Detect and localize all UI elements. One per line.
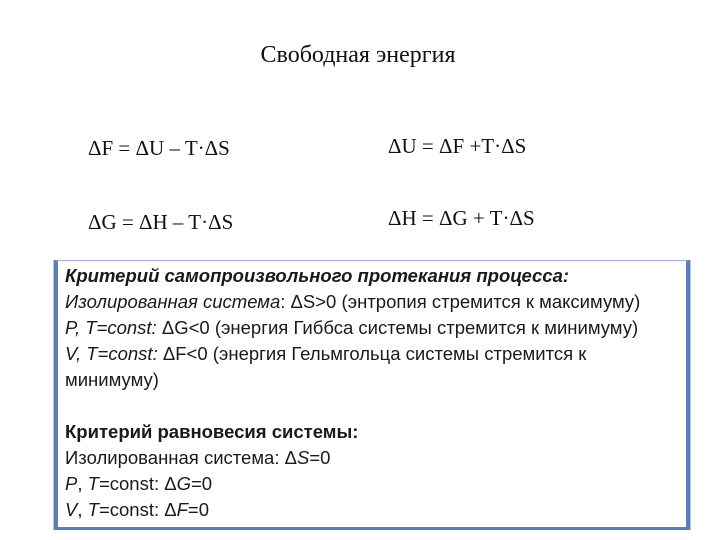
- eq-p-comma: ,: [77, 473, 88, 494]
- vt-text: ΔF<0 (энергия Гельмгольца системы стремится к минимуму): [65, 343, 587, 390]
- eq-p: P: [65, 473, 78, 494]
- pt-text: ΔG<0 (энергия Гиббса системы стремится к минимуму): [156, 317, 639, 338]
- eq-v: V: [65, 499, 78, 520]
- vt-label: V, T=const:: [65, 343, 158, 364]
- vt-criterion: [65, 341, 680, 393]
- eq-p-g: G: [176, 473, 191, 494]
- criteria-box: [54, 260, 690, 530]
- eq-isolated-text: Изолированная система: Δ: [65, 447, 297, 468]
- pt-label: P, T=const:: [65, 317, 157, 338]
- isolated-criterion: [65, 289, 680, 315]
- eq-pt: [65, 471, 680, 497]
- spacer: [65, 393, 680, 419]
- enthalpy-formula: ΔH = ΔG + T·ΔS: [388, 206, 535, 230]
- isolated-text: : ΔS>0 (энтропия стремится к максимуму): [280, 291, 641, 312]
- eq-isolated: [65, 445, 680, 471]
- eq-v-mid: =const: Δ: [98, 499, 177, 520]
- eq-isolated-tail: =0: [309, 447, 331, 468]
- spontaneity-heading: Критерий самопроизвольного протекания процесса:: [65, 265, 570, 286]
- eq-v-t: T: [87, 499, 99, 520]
- eq-v-comma: ,: [77, 499, 88, 520]
- eq-p-tail: =0: [191, 473, 213, 494]
- pt-criterion: [65, 315, 680, 341]
- eq-v-tail: =0: [187, 499, 210, 520]
- eq-p-t: T: [87, 473, 99, 494]
- eq-vt: [65, 497, 680, 523]
- isolated-label: Изолированная система: [65, 291, 281, 312]
- eq-v-f: F: [176, 499, 188, 520]
- page-title: Свободная энергия: [260, 42, 456, 68]
- internal-energy-formula: ΔU = ΔF +T·ΔS: [388, 134, 527, 158]
- helmholtz-energy-formula: ΔF = ΔU – T·ΔS: [88, 136, 230, 160]
- eq-p-mid: =const: Δ: [98, 473, 177, 494]
- equilibrium-heading: Критерий равновесия системы:: [65, 421, 359, 442]
- eq-isolated-s: S: [296, 447, 310, 468]
- gibbs-energy-formula: ΔG = ΔH – T·ΔS: [88, 210, 234, 234]
